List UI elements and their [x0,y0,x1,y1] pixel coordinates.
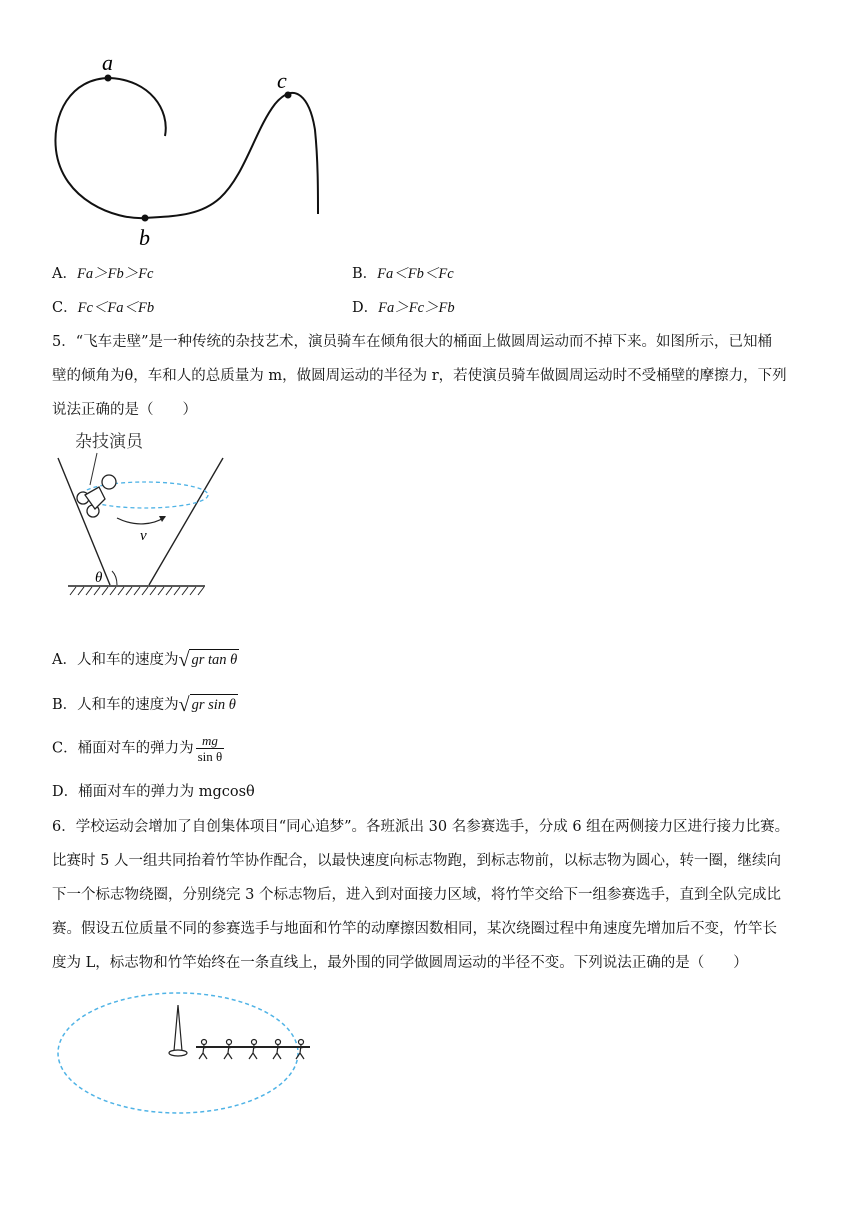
q6-stem-line-4: 赛。假设五位质量不同的参赛选手与地面和竹竿的动摩擦因数相同，某次绕圈过程中角速度先增加后不变，竹竿长 [52,921,777,937]
point-b [142,215,149,222]
sqrt-expression: √ gr sin θ [178,694,236,716]
q4-option-c[interactable]: C．Fc＜Fa＜Fb [52,300,155,316]
q5-option-a[interactable]: A．人和车的速度为 √ gr tan θ [52,649,238,671]
acrobat-pointer [90,453,97,485]
q6-stem-line-1: 6．学校运动会增加了自创集体项目“同心追梦”。各班派出 30 名参赛选手，分成 6 组在两侧接力区进行接力比赛。 [52,819,790,835]
cone-wall-figure [55,425,245,600]
ground-hatch [70,587,204,595]
q4-option-d[interactable]: D．Fa＞Fc＞Fb [352,300,455,316]
velocity-label: v [140,528,147,544]
label-a: a [102,50,113,75]
cone-right-wall [149,458,223,585]
trajectory-figure [40,40,340,255]
runner-icon [249,1040,258,1060]
theta-label: θ [95,570,103,586]
q5-option-d[interactable]: D．桶面对车的弹力为 mgcosθ [52,784,255,800]
q5-stem-line-2: 壁的倾角为θ，车和人的总质量为 m，做圆周运动的半径为 r，若使演员骑车做圆周运动时不受桶壁的摩擦力，下列 [52,368,787,384]
runner-icon [199,1040,208,1060]
cone-left-wall [58,458,110,585]
marker-icon [169,1005,187,1056]
label-b: b [139,225,150,250]
q6-stem-line-3: 下一个标志物绕圈，分别绕完 3 个标志物后，进入到对面接力区域，将竹竿交给下一组参赛选手，直到全队完成比 [52,887,781,903]
runner-icon [273,1040,282,1060]
relay-figure [50,985,320,1115]
velocity-arrowhead [159,516,166,522]
fraction: $\frac{mg}{\text{sin θ}}$ [197,733,223,764]
trajectory-curve [55,78,318,218]
q5-stem-line-3: 说法正确的是（ ） [52,402,197,418]
q4-option-b[interactable]: B．Fa＜Fb＜Fc [352,266,454,282]
runner-icon [224,1040,233,1060]
label-c: c [277,68,287,93]
q5-option-b[interactable]: B．人和车的速度为 √ gr sin θ [52,694,236,716]
q5-stem-line-1: 5．“飞车走壁”是一种传统的杂技艺术，演员骑车在倾角很大的桶面上做圆周运动而不掉下来。如图所示，已知桶 [52,334,773,350]
q6-stem-line-2: 比赛时 5 人一组共同抬着竹竿协作配合，以最快速度向标志物跑，到标志物前，以标志物为圆心，转一圈，继续向 [52,853,781,869]
point-a [105,75,112,82]
velocity-arrow [117,517,165,524]
sqrt-expression: √ gr tan θ [178,649,238,671]
runner-icons [199,1040,305,1060]
rider-icon [77,475,116,517]
theta-arc [112,571,117,585]
q4-option-a[interactable]: A．Fa＞Fb＞Fc [52,266,154,282]
q5-option-c[interactable]: C．桶面对车的弹力为 $\frac{mg}{\text{sin θ}}$ [52,733,223,764]
q6-stem-line-5: 度为 L，标志物和竹竿始终在一条直线上，最外围的同学做圆周运动的半径不变。下列说法正确的是（ ） [52,955,748,971]
acrobat-label: 杂技演员 [75,432,143,452]
